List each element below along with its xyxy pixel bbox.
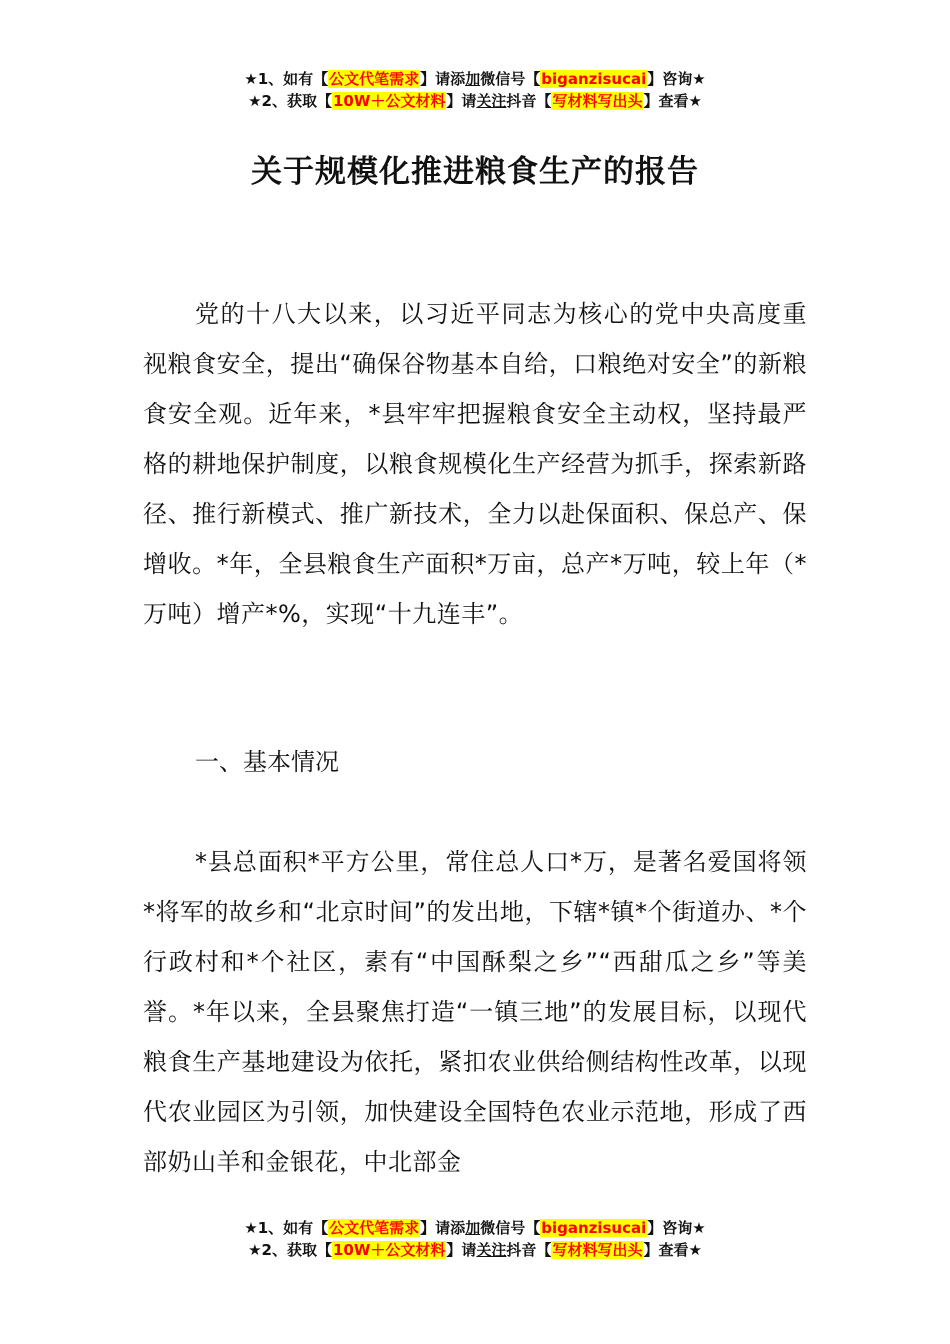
banner-highlight: 10W＋公文材料 <box>332 1241 446 1259</box>
banner-line-2: ★2、获取【10W＋公文材料】请关注抖音【写材料写出头】查看★ <box>248 92 702 110</box>
section-heading-basic-situation: 一、基本情况 <box>195 748 339 776</box>
paragraph-intro: 党的十八大以来，以习近平同志为核心的党中央高度重视粮食安全，提出“确保谷物基本自给，口粮绝对安全”的新粮食安全观。近年来，*县牢牢把握粮食安全主动权，坚持最严格的耕地保护制度，以粮食规模化生产经营为抓手，探索新路径、推行新模式、推广新技术，全力以赴保面积、保总产、保增收。*年，全县粮食生产面积*万亩，总产*万吨，较上年（*万吨）增产*%，实现“十九连丰”。 <box>143 300 807 628</box>
banner-line-1: ★1、如有【公文代笔需求】请添加微信号【biganzisucai】咨询★ <box>244 1219 706 1237</box>
banner-highlight: 公文代笔需求 <box>329 1219 420 1237</box>
wechat-id: biganzisucai <box>541 1219 647 1237</box>
top-banner <box>0 68 950 112</box>
banner-line-2: ★2、获取【10W＋公文材料】请关注抖音【写材料写出头】查看★ <box>248 1241 702 1259</box>
banner-line-1: ★1、如有【公文代笔需求】请添加微信号【biganzisucai】咨询★ <box>244 70 706 88</box>
paragraph-basic-situation: *县总面积*平方公里，常住总人口*万，是著名爱国将领*将军的故乡和“北京时间”的发出地，下辖*镇*个街道办、*个行政村和*个社区，素有“中国酥梨之乡”“西甜瓜之乡”等美誉。*年以来，全县聚焦打造“一镇三地”的发展目标，以现代粮食生产基地建设为依托，紧扣农业供给侧结构性改革，以现代农业园区为引领，加快建设全国特色农业示范地，形成了西部奶山羊和金银花，中北部金 <box>143 848 807 1176</box>
bottom-banner <box>0 1217 950 1261</box>
douyin-name: 写材料写出头 <box>552 92 643 110</box>
banner-highlight: 公文代笔需求 <box>329 70 420 88</box>
document-title: 关于规模化推进粮食生产的报告 <box>251 154 699 190</box>
douyin-name: 写材料写出头 <box>552 1241 643 1259</box>
banner-highlight: 10W＋公文材料 <box>332 92 446 110</box>
wechat-id: biganzisucai <box>541 70 647 88</box>
